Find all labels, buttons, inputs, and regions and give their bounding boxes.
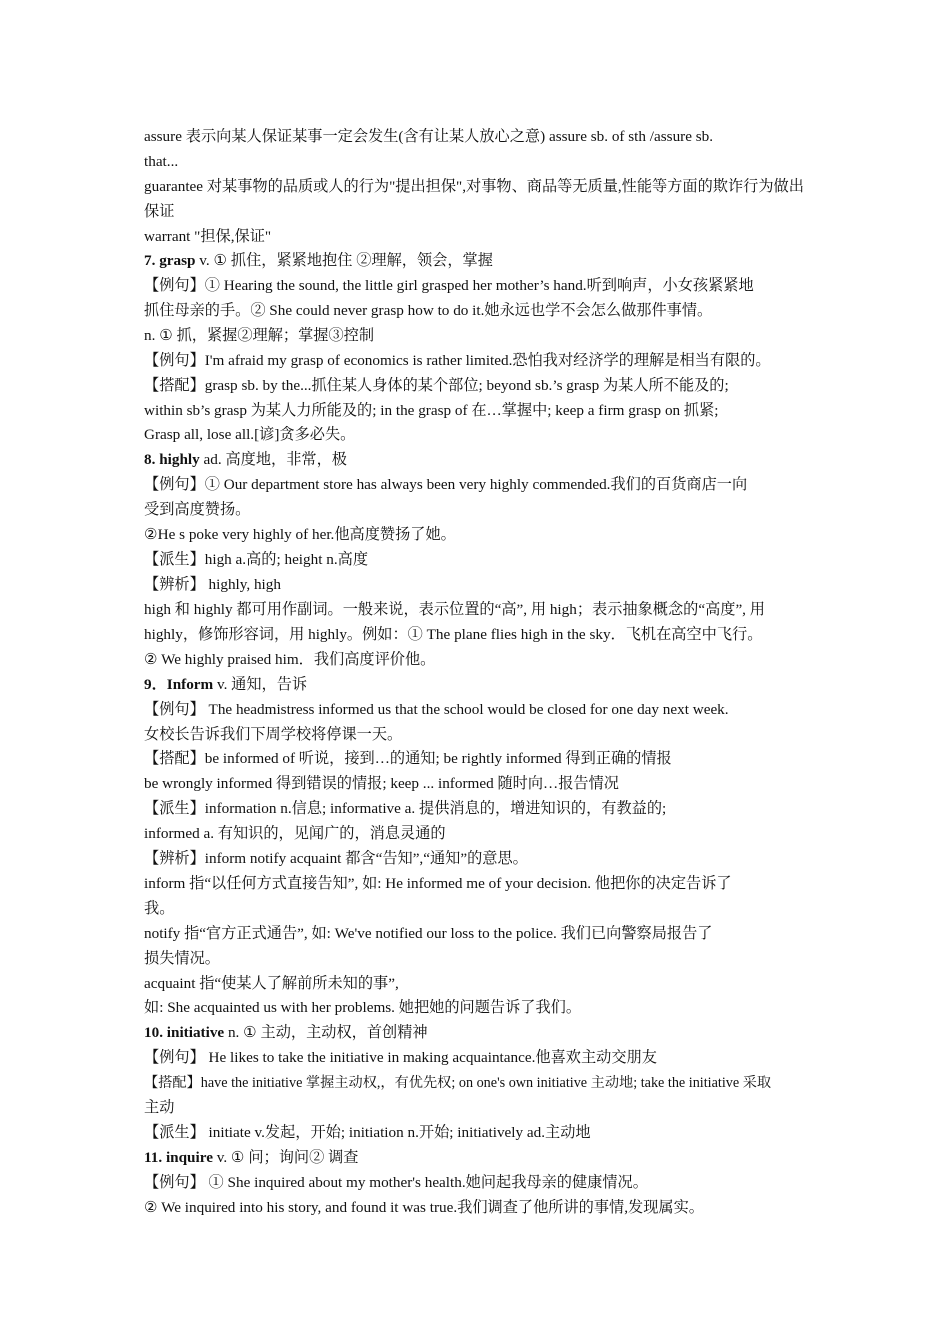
entry-headword: 7. grasp	[144, 252, 196, 269]
text-line: ② We highly praised him．我们高度评价他。	[144, 651, 436, 668]
text-line: inform 指“以任何方式直接告知”, 如: He informed me of your decision. 他把你的决定告诉了	[144, 875, 732, 892]
text-line	[144, 675, 814, 695]
text-line: 受到高度赞扬。	[144, 501, 251, 518]
text-line: 【搭配】grasp sb. by the...抓住某人身体的某个部位; beyond sb.’s grasp 为某人所不能及的;	[144, 377, 729, 394]
text-line: informed a. 有知识的，见闻广的，消息灵通的	[144, 825, 446, 842]
text-line: 我。	[144, 900, 175, 917]
text-line: 主动	[144, 1099, 175, 1116]
text-line: be wrongly informed 得到错误的情报; keep ... informed 随时向…报告情况	[144, 775, 619, 792]
text-line: 【派生】 initiate v.发起，开始; initiation n.开始; initiatively ad.主动地	[144, 1124, 591, 1141]
text-line: 【例句】I'm afraid my grasp of economics is rather limited.恐怕我对经济学的理解是相当有限的。	[144, 352, 771, 369]
text-line: 抓住母亲的手。② She could never grasp how to do it.她永远也学不会怎么做那件事情。	[144, 302, 713, 319]
text-line: 【派生】information n.信息; informative a. 提供消息的，增进知识的，有教益的;	[144, 800, 667, 817]
text-line: n. ① 抓，紧握②理解；掌握③控制	[144, 327, 375, 344]
text-line: 保证	[144, 203, 175, 220]
entry-headword: 9．Inform	[144, 676, 214, 693]
text-line: 女校长告诉我们下周学校将停课一天。	[144, 726, 403, 743]
text-line: Grasp all, lose all.[谚]贪多必失。	[144, 426, 356, 443]
text-line: warrant "担保,保证"	[144, 228, 272, 245]
entry-definition: n. ① 主动，主动权，首创精神	[224, 1024, 428, 1041]
entry-definition: v. ① 抓住，紧紧地抱住 ②理解，领会，掌握	[195, 252, 493, 269]
text-line: 【辨析】inform notify acquaint 都含“告知”,“通知”的意思。	[144, 850, 528, 867]
text-line: ②He s poke very highly of her.他高度赞扬了她。	[144, 526, 456, 543]
text-line: 【搭配】have the initiative 掌握主动权,，有优先权; on one's own initiative 主动地; take the initiative 采取	[144, 1075, 772, 1091]
text-line: ② We inquired into his story, and found it was true.我们调查了他所讲的事情,发现属实。	[144, 1199, 704, 1216]
text-line: acquaint 指“使某人了解前所未知的事”,	[144, 975, 399, 992]
entry-headword: 11. inquire	[144, 1149, 213, 1166]
entry-definition: v. ① 问；询问② 调查	[212, 1149, 359, 1166]
text-line: 【例句】 He likes to take the initiative in making acquaintance.他喜欢主动交朋友	[144, 1049, 657, 1066]
entry-headword: 10. initiative	[144, 1024, 225, 1041]
text-line: 【例句】① Our department store has always been very highly commended.我们的百货商店一向	[144, 476, 748, 493]
text-line	[144, 450, 814, 470]
text-line: 【辨析】 highly, high	[144, 576, 281, 593]
text-line: within sb’s grasp 为某人力所能及的; in the grasp of 在…掌握中; keep a firm grasp on 抓紧;	[144, 402, 719, 419]
entry-headword: 8. highly	[144, 451, 200, 468]
text-line: assure 表示向某人保证某事一定会发生(含有让某人放心之意) assure sb. of sth /assure sb.	[144, 128, 714, 145]
text-line: highly，修饰形容词，用 highly。例如：① The plane flies high in the sky．飞机在高空中飞行。	[144, 626, 763, 643]
text-line: 如: She acquainted us with her problems. 她把她的问题告诉了我们。	[144, 999, 582, 1016]
text-line: 损失情况。	[144, 950, 220, 967]
text-line: high 和 highly 都可用作副词。一般来说，表示位置的“高”, 用 high；表示抽象概念的“高度”, 用	[144, 601, 765, 618]
entry-definition: ad. 高度地，非常，极	[199, 451, 347, 468]
text-line	[144, 1023, 814, 1043]
text-line: 【派生】high a.高的; height n.高度	[144, 551, 369, 568]
text-line: 【例句】 The headmistress informed us that the school would be closed for one day next week.	[144, 701, 729, 718]
text-line	[144, 251, 814, 271]
text-line: guarantee 对某事物的品质或人的行为"提出担保",对事物、商品等无质量,性能等方面的欺诈行为做出	[144, 178, 804, 195]
text-line: 【例句】① Hearing the sound, the little girl grasped her mother’s hand.听到响声，小女孩紧紧地	[144, 277, 754, 294]
text-line	[144, 1148, 814, 1168]
text-line: 【搭配】be informed of 听说，接到…的通知; be rightly informed 得到正确的情报	[144, 750, 672, 767]
text-line: 【例句】 ① She inquired about my mother's health.她问起我母亲的健康情况。	[144, 1174, 648, 1191]
entry-definition: v. 通知，告诉	[213, 676, 308, 693]
text-line: notify 指“官方正式通告”, 如: We've notified our loss to the police. 我们已向警察局报告了	[144, 925, 713, 942]
text-line: that...	[144, 153, 179, 170]
